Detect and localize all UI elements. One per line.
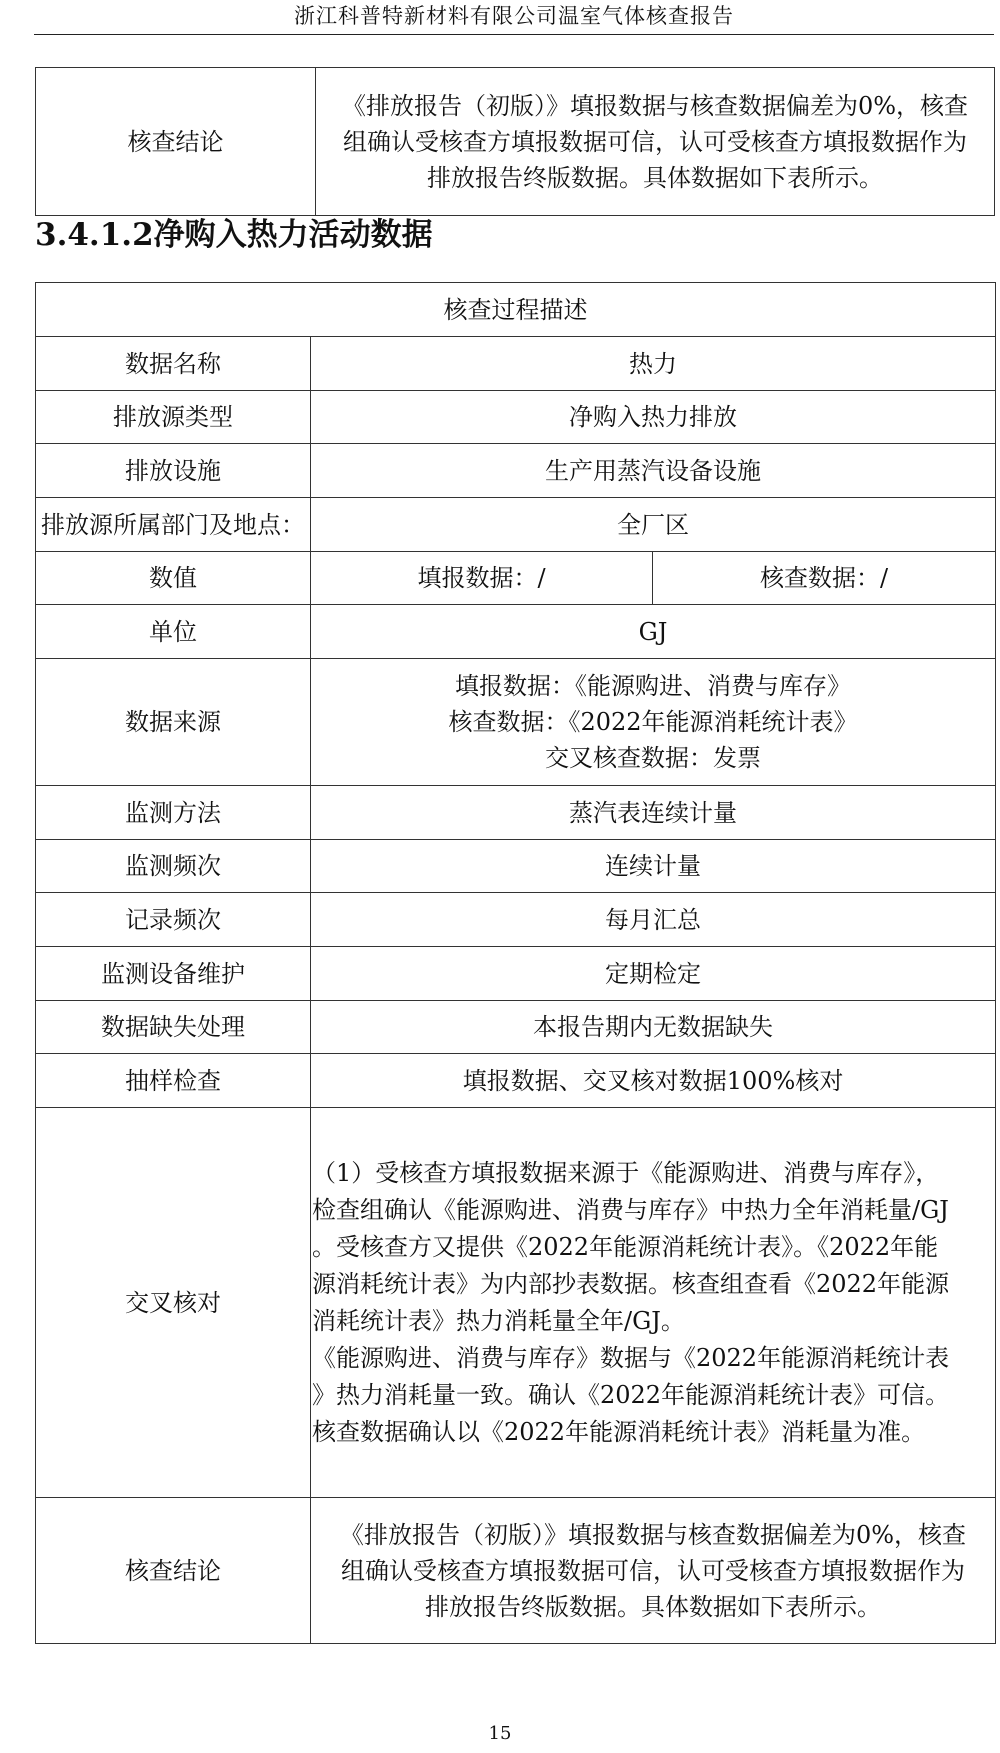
missing-data-value: 本报告期内无数据缺失 xyxy=(311,1001,996,1054)
record-freq-value: 每月汇总 xyxy=(311,893,996,947)
cross-check-label: 交叉核对 xyxy=(36,1108,311,1498)
numeric-label: 数值 xyxy=(36,552,311,605)
conclusion-line: 组确认受核查方填报数据可信，认可受核查方填报数据作为 xyxy=(341,1556,966,1585)
reported-value: 填报数据：/ xyxy=(311,552,653,605)
data-name-label: 数据名称 xyxy=(36,337,311,391)
cross-check-line: 《能源购进、消费与库存》数据与《2022年能源消耗统计表 xyxy=(312,1343,950,1372)
top-conclusion-table xyxy=(35,67,995,216)
sampling-label: 抽样检查 xyxy=(36,1054,311,1108)
source-type-label: 排放源类型 xyxy=(36,391,311,444)
monitor-freq-value: 连续计量 xyxy=(311,840,996,893)
conclusion-text xyxy=(316,68,995,216)
page-number: 15 xyxy=(488,1723,512,1744)
data-source-line: 核查数据：《2022年能源消耗统计表》 xyxy=(448,708,858,736)
section-title: 3.4.1.2净购入热力活动数据 xyxy=(35,217,433,253)
conclusion-line: 《排放报告（初版）》填报数据与核查数据偏差为0%，核查 xyxy=(339,1520,967,1549)
conclusion-line: 排放报告终版数据。具体数据如下表所示。 xyxy=(427,163,883,192)
location-label: 排放源所属部门及地点： xyxy=(36,498,311,552)
data-source-value xyxy=(311,659,996,786)
record-freq-label: 记录频次 xyxy=(36,893,311,947)
process-header: 核查过程描述 xyxy=(36,283,996,337)
conclusion-line: 组确认受核查方填报数据可信，认可受核查方填报数据作为 xyxy=(343,127,967,156)
cross-check-line: 检查组确认《能源购进、消费与库存》中热力全年消耗量/GJ xyxy=(312,1195,949,1224)
cross-check-line: 核查数据确认以《2022年能源消耗统计表》消耗量为准。 xyxy=(312,1417,926,1446)
conclusion-label: 核查结论 xyxy=(36,1498,311,1644)
cross-check-text xyxy=(311,1108,996,1498)
facility-value: 生产用蒸汽设备设施 xyxy=(311,444,996,498)
conclusion-label: 核查结论 xyxy=(36,68,316,216)
monitor-freq-label: 监测频次 xyxy=(36,840,311,893)
data-source-line: 填报数据：《能源购进、消费与库存》 xyxy=(455,672,852,700)
maintenance-label: 监测设备维护 xyxy=(36,947,311,1001)
sampling-value: 填报数据、交叉核对数据100%核对 xyxy=(311,1054,996,1108)
cross-check-line: 。受核查方又提供《2022年能源消耗统计表》。《2022年能 xyxy=(312,1232,939,1261)
cross-check-line: 源消耗统计表》为内部抄表数据。核查组查看《2022年能源 xyxy=(312,1269,950,1298)
data-source-label: 数据来源 xyxy=(36,659,311,786)
unit-value: GJ xyxy=(311,605,996,659)
monitor-method-value: 蒸汽表连续计量 xyxy=(311,786,996,840)
conclusion-line: 排放报告终版数据。具体数据如下表所示。 xyxy=(425,1592,882,1621)
cross-check-line: （1）受核查方填报数据来源于《能源购进、消费与库存》， xyxy=(312,1158,940,1187)
missing-data-label: 数据缺失处理 xyxy=(36,1001,311,1054)
location-value: 全厂区 xyxy=(311,498,996,552)
monitor-method-label: 监测方法 xyxy=(36,786,311,840)
conclusion-text xyxy=(311,1498,996,1644)
maintenance-value: 定期检定 xyxy=(311,947,996,1001)
facility-label: 排放设施 xyxy=(36,444,311,498)
conclusion-line: 《排放报告（初版）》填报数据与核查数据偏差为0%，核查 xyxy=(341,91,969,120)
cross-check-line: 消耗统计表》热力消耗量全年/GJ。 xyxy=(312,1306,685,1335)
page-header: 浙江科普特新材料有限公司温室气体核查报告 xyxy=(34,0,994,35)
heat-activity-table xyxy=(35,282,996,1644)
data-name-value: 热力 xyxy=(311,337,996,391)
unit-label: 单位 xyxy=(36,605,311,659)
cross-check-line: 》热力消耗量一致。确认《2022年能源消耗统计表》可信。 xyxy=(312,1380,950,1409)
data-source-line: 交叉核查数据：发票 xyxy=(545,744,762,772)
source-type-value: 净购入热力排放 xyxy=(311,391,996,444)
verified-value: 核查数据：/ xyxy=(653,552,996,605)
